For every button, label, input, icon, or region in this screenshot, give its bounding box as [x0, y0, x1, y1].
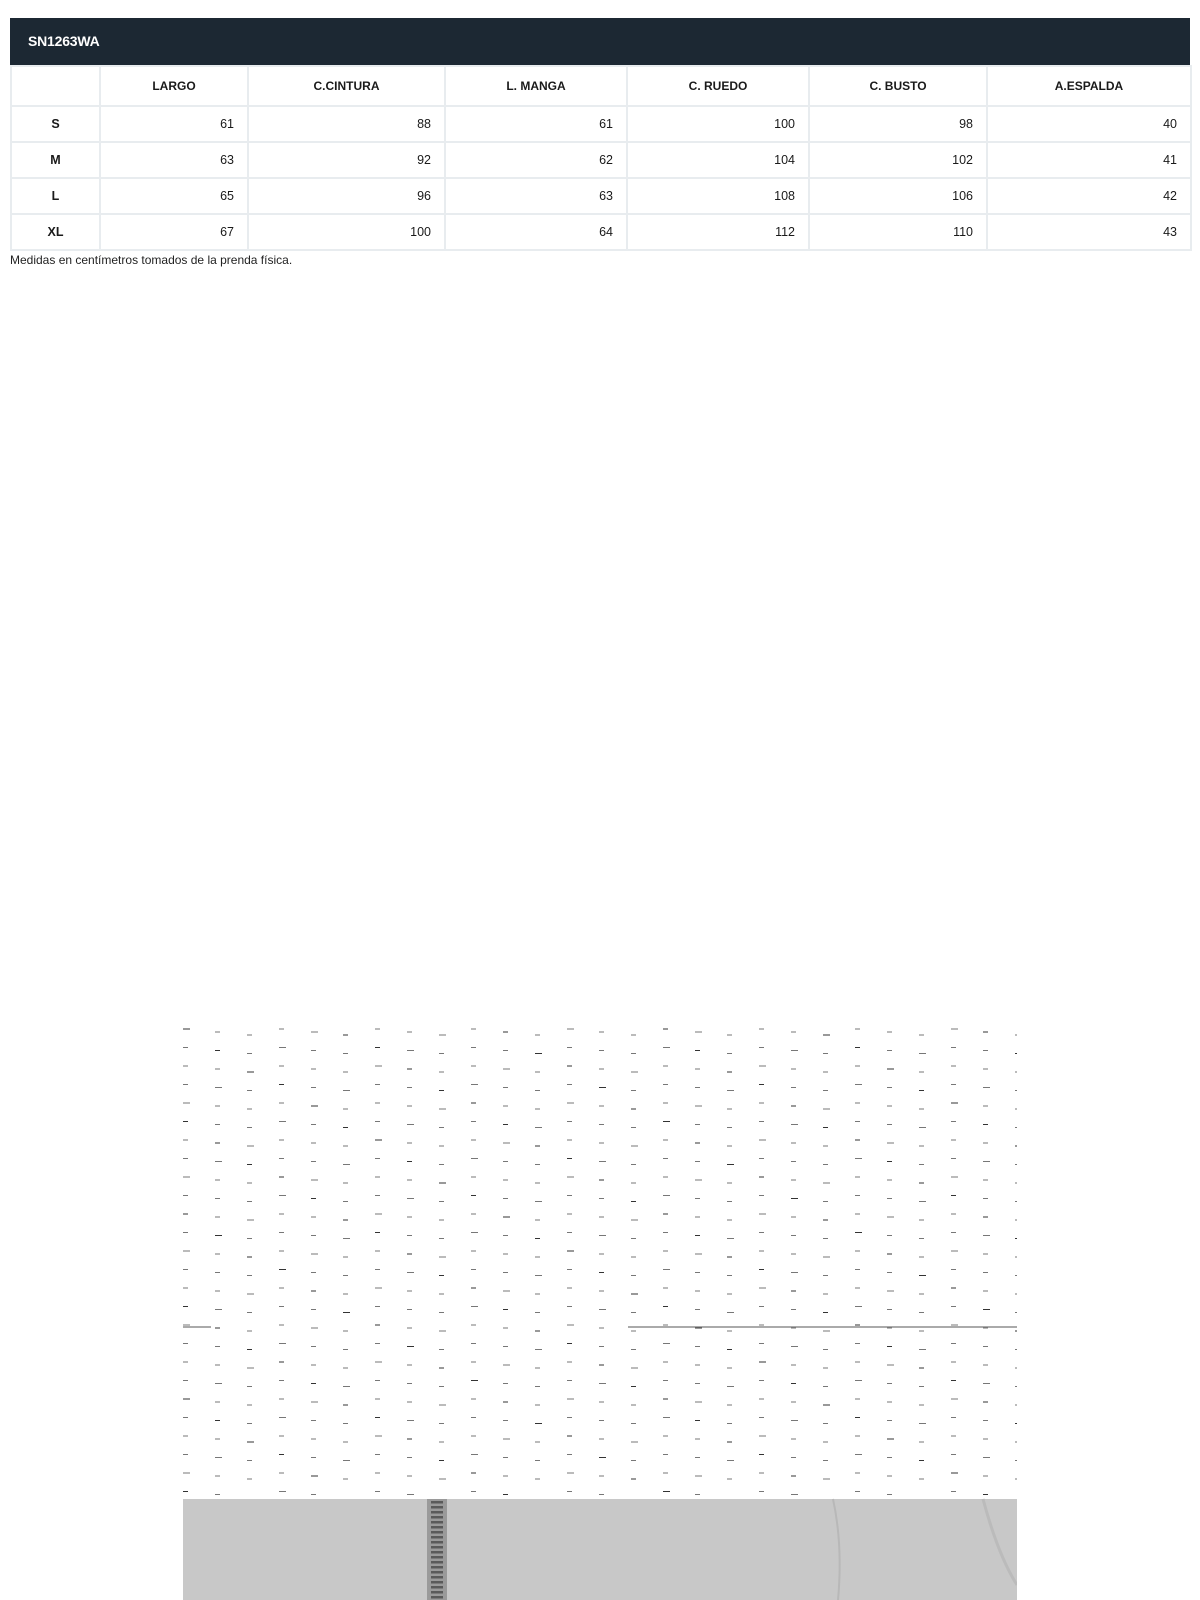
zipper-tooth	[431, 1556, 443, 1559]
corner-cell	[11, 66, 100, 106]
zipper-tooth	[431, 1506, 443, 1509]
table-cell: 67	[100, 214, 248, 250]
table-row	[11, 214, 1191, 250]
zipper-tooth	[431, 1511, 443, 1514]
table-cell: 92	[248, 142, 445, 178]
table-cell: 112	[627, 214, 809, 250]
zipper-tooth	[431, 1546, 443, 1549]
table-cell: 40	[987, 106, 1191, 142]
table-cell: 65	[100, 178, 248, 214]
table-cell: 100	[248, 214, 445, 250]
product-photo	[183, 1025, 1017, 1600]
dotted-pattern	[183, 1029, 1017, 1495]
zipper-tooth	[431, 1571, 443, 1574]
table-header-row	[11, 66, 1191, 106]
table-cell: 98	[809, 106, 987, 142]
zipper-tape	[427, 1499, 447, 1600]
column-header: A.ESPALDA	[987, 66, 1191, 106]
table-cell: 41	[987, 142, 1191, 178]
table-cell: 43	[987, 214, 1191, 250]
column-header: C. RUEDO	[627, 66, 809, 106]
size-label: S	[11, 106, 100, 142]
zipper-tooth	[431, 1526, 443, 1529]
table-cell: 106	[809, 178, 987, 214]
zipper-tooth	[431, 1531, 443, 1534]
table-cell: 100	[627, 106, 809, 142]
zipper-tooth	[431, 1501, 443, 1504]
table-cell: 88	[248, 106, 445, 142]
column-header: C. BUSTO	[809, 66, 987, 106]
zipper-tooth	[431, 1576, 443, 1579]
garment-image	[183, 1025, 1017, 1600]
table-cell: 104	[627, 142, 809, 178]
table-cell: 42	[987, 178, 1191, 214]
size-table	[10, 65, 1192, 251]
table-cell: 61	[100, 106, 248, 142]
zipper-tooth	[431, 1516, 443, 1519]
table-cell: 110	[809, 214, 987, 250]
column-header: L. MANGA	[445, 66, 627, 106]
table-cell: 96	[248, 178, 445, 214]
zipper-tooth	[431, 1591, 443, 1594]
table-cell: 62	[445, 142, 627, 178]
zipper-tooth	[431, 1541, 443, 1544]
size-label: L	[11, 178, 100, 214]
table-cell: 63	[445, 178, 627, 214]
column-header: C.CINTURA	[248, 66, 445, 106]
table-cell: 108	[627, 178, 809, 214]
zipper-tooth	[431, 1566, 443, 1569]
size-chart	[10, 18, 1190, 267]
table-cell: 102	[809, 142, 987, 178]
table-cell: 63	[100, 142, 248, 178]
zipper-tooth	[431, 1551, 443, 1554]
zipper-tooth	[431, 1521, 443, 1524]
product-code-header: SN1263WA	[10, 18, 1190, 65]
zipper-tooth	[431, 1581, 443, 1584]
table-cell: 61	[445, 106, 627, 142]
zipper-tooth	[431, 1596, 443, 1599]
table-cell: 64	[445, 214, 627, 250]
zipper-tooth	[431, 1536, 443, 1539]
table-row	[11, 178, 1191, 214]
size-label: M	[11, 142, 100, 178]
size-label: XL	[11, 214, 100, 250]
measurement-note: Medidas en centímetros tomados de la prenda física.	[10, 253, 293, 267]
zipper-tooth	[431, 1561, 443, 1564]
zipper-tooth	[431, 1586, 443, 1589]
table-row	[11, 142, 1191, 178]
table-row	[11, 106, 1191, 142]
fabric-area	[183, 1499, 1017, 1600]
column-header: LARGO	[100, 66, 248, 106]
